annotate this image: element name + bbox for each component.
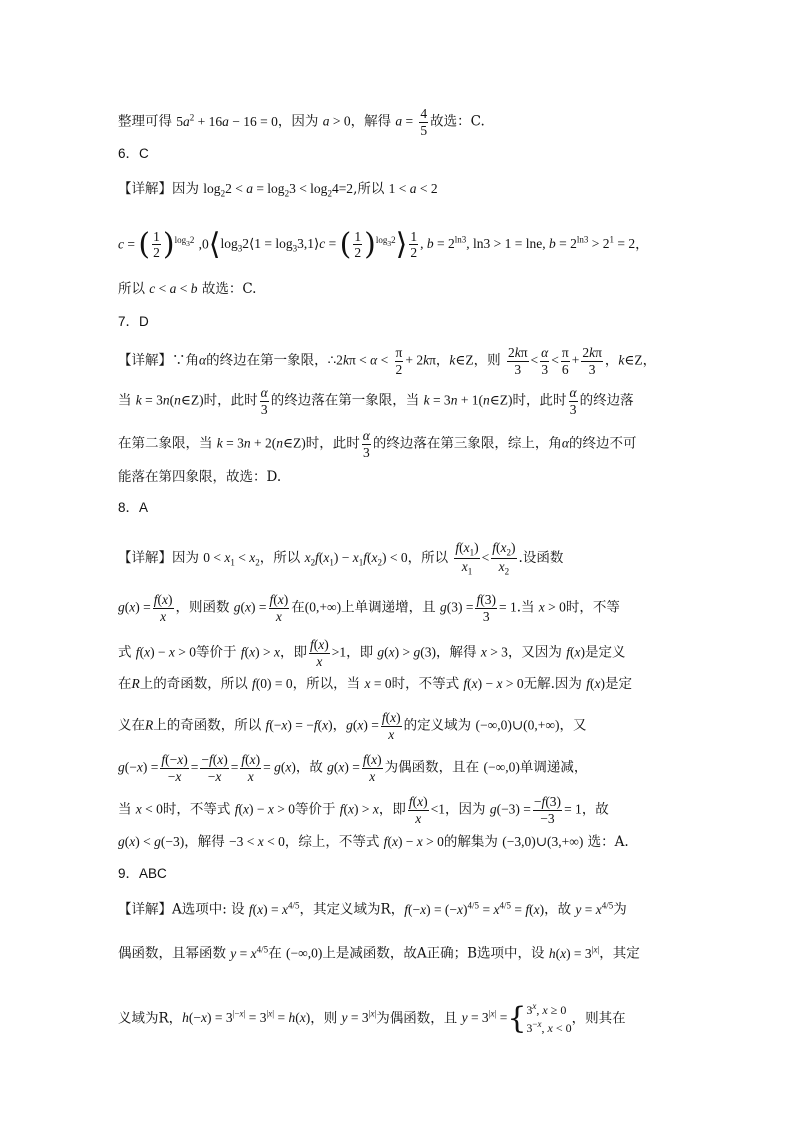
solution-line: 整理可得 $5a^2 + 16a - 16 = 0$，因为 a > 0，解得 a = $\frac{4}{5}$ 故选：C. xyxy=(118,106,485,138)
solution-line: 【详解】∵角α的终边在第一象限，∴2kπ < α < $\frac{\pi}{2}$ + 2kπ，k∈Z，则 $\frac{2k\pi}{3}$ < $\frac{\alpha}{3}$ < $\frac{\pi}{6}$ + $\frac{2k\pi}{3}$ ，k∈Z， xyxy=(118,345,657,377)
solution-line: 所以 c < a < b 故选：C. xyxy=(118,281,257,297)
answer-label-6: 6．C xyxy=(118,146,149,161)
solution-line: 能落在第四象限，故选：D. xyxy=(118,469,282,485)
solution-line: 【详解】因为 $0 < x_1 < x_2$，所以 $x_2f(x_1) - x_1f(x_2) < 0$，所以 $\frac{f(x_1)}{x_1}$ < $\frac{f(x_2)}{x_2}$ .设函数 xyxy=(118,540,564,577)
solution-line: 在第二象限，当 k = 3n + 2(n∈Z)时，此时 $\frac{\alpha}{3}$ 的终边落在第三象限，综上，角α的终边不可 xyxy=(118,428,637,460)
solution-line: 偶函数，且幂函数 $y = x^{4/5}$在 (−∞,0)上是减函数，故A正确；B选项中，设 $h(x) = 3^{|x|}$，其定 xyxy=(118,944,640,962)
answer-label-7: 7．D xyxy=(118,314,149,329)
answer-label-8: 8．A xyxy=(118,500,149,515)
solution-line: 式 f(x) − x > 0等价于 f(x) > x，即 $\frac{f(x)}{x}$ >1，即 g(x) > g(3)，解得 x > 3，又因为 f(x)是定义 xyxy=(118,637,626,669)
solution-line: g(−x) = $\frac{f(-x)}{-x}$ = $\frac{-f(x)}{-x}$ = $\frac{f(x)}{x}$ = g(x)，故 g(x) = $\frac{f(x)}{x}$ 为偶函数，且在 (−∞,0)单调递减， xyxy=(118,752,588,784)
solution-line: 当 x < 0时，不等式 f(x) − x > 0等价于 f(x) > x，即 $\frac{f(x)}{x}$ <1，因为 g(−3) = $\frac{-f(3)}{-3}$ = 1，故 xyxy=(118,794,609,826)
solution-line: 【详解】A选项中: 设 $f(x) = x^{4/5}$，其定义域为R，$f(-x) = (-x)^{4/5} = x^{4/5} = f(x)$，故 $y = x^{4/5}$为 xyxy=(118,900,627,918)
solution-line: 义域为R，$h(-x) = 3^{|-x|} = 3^{|x|} = h(x)$，则 $y = 3^{|x|}$为偶函数，且 $y = 3^{|x|}$ ={ 3$^x$, x ≥ 0 $3^{-x}$, x < 0 ，则其在 xyxy=(118,1001,626,1036)
solution-line: g(x) = $\frac{f(x)}{x}$ ，则函数 g(x) = $\frac{f(x)}{x}$ 在(0,+∞)上单调递增，且 g(3) = $\frac{f(3)}{3}$ = 1.当 x > 0时，不等 xyxy=(118,592,620,624)
solution-line: 【详解】因为 $\log_22 < a = \log_23 < \log_24=2$,所以 1 < a < 2 xyxy=(118,181,438,199)
solution-line: 义在R上的奇函数，所以 f(−x) = −f(x)，g(x) = $\frac{f(x)}{x}$ 的定义域为 (−∞,0)∪(0,+∞)，又 xyxy=(118,710,587,742)
solution-line: 在R上的奇函数，所以 f(0) = 0，所以，当 x = 0时，不等式 f(x) − x > 0无解.因为 f(x)是定 xyxy=(118,676,632,692)
solution-line: c = ( $\frac{1}{2}$ )$^{log_32}$ $,0⟨\log_32⟨1$ = $\log_33,1⟩c$ = ( $\frac{1}{2}$ )$^{log_32}$⟩ $\frac{1}{2}$ , $b = 2^{ln3}$, ln3 > 1 = lne, $b = 2^{ln3} > 2^1 = 2$， xyxy=(118,227,649,262)
answer-label-9: 9．ABC xyxy=(118,866,167,881)
solution-line: 当 k = 3n(n∈Z)时，此时 $\frac{\alpha}{3}$ 的终边落在第一象限，当 k = 3n + 1(n∈Z)时，此时 $\frac{\alpha}{3}$ 的终边落 xyxy=(118,385,634,417)
solution-line: g(x) < g(−3)，解得 −3 < x < 0，综上，不等式 f(x) − x > 0的解集为 (−3,0)∪(3,+∞) 选：A. xyxy=(118,834,629,850)
